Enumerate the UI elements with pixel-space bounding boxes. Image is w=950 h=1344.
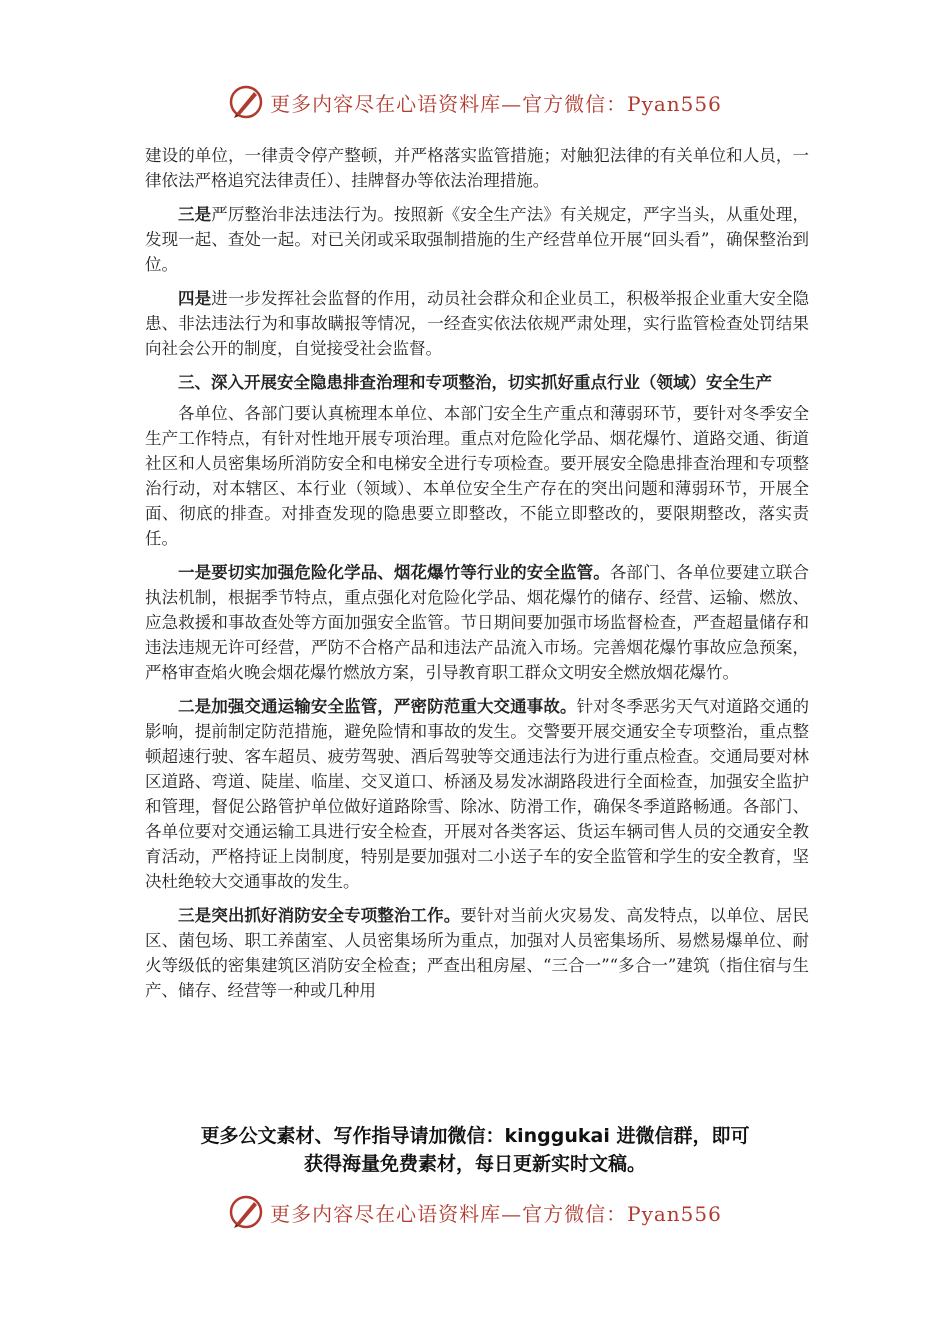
promo-line-1: 更多公文素材、写作指导请加微信：kinggukai 进微信群，即可 — [200, 1125, 750, 1147]
paragraph-text: 进一步发挥社会监督的作用，动员社会群众和企业员工，积极举报企业重大安全隐患、非法违法行为和事故瞒报等情况，一经查实依法依规严肃处理，实行监管检查处罚结果向社会公开的制度，自觉接受社会监督。 — [145, 289, 810, 358]
header-banner-text: 更多内容尽在心语资料库—官方微信：Pyan556 — [270, 91, 722, 116]
paragraph — [145, 694, 809, 894]
promo-note — [120, 1122, 830, 1178]
paragraph-text: 严厉整治非法违法行为。按照新《安全生产法》有关规定，严字当头，从重处理，发现一起、查处一起。对已关闭或采取强制措施的生产经营单位开展“回头看”，确保整治到位。 — [145, 205, 810, 274]
paragraph — [145, 286, 809, 361]
paragraph-lead: 三是突出抓好消防安全专项整治工作。 — [178, 906, 461, 925]
paragraph-lead: 二是加强交通运输安全监管，严密防范重大交通事故。 — [178, 697, 577, 716]
paragraph-lead: 一是要切实加强危险化学品、烟花爆竹等行业的安全监管。 — [178, 563, 610, 582]
header-banner — [0, 84, 950, 124]
paragraph-lead: 三是 — [178, 205, 212, 224]
pen-circle-icon — [228, 84, 264, 120]
footer-banner-text: 更多内容尽在心语资料库—官方微信：Pyan556 — [270, 1201, 722, 1226]
paragraph: 建设的单位，一律责令停产整顿，并严格落实监管措施；对触犯法律的有关单位和人员，一律依法严格追究法律责任）、挂牌督办等依法治理措施。 — [145, 146, 809, 190]
paragraph-lead: 四是 — [178, 289, 212, 308]
footer-banner — [0, 1194, 950, 1234]
document-body — [145, 143, 809, 1012]
paragraph-text: 要针对当前火灾易发、高发特点，以单位、居民区、菌包场、职工养菌室、人员密集场所为重点，加强对人员密集场所、易燃易爆单位、耐火等级低的密集建筑区消防安全检查；严查出租房屋、“三合一”“多合一”建筑（指住宿与生产、储存、经营等一种或几种用 — [145, 906, 810, 1000]
paragraph-text: 各部门、各单位要建立联合执法机制，根据季节特点，重点强化对危险化学品、烟花爆竹的储存、经营、运输、燃放、应急救援和事故查处等方面加强安全监管。节日期间要加强市场监督检查，严查超量储存和违法违规无许可经营，严防不合格产品和违法产品流入市场。完善烟花爆竹事故应急预案，严格审查焰火晚会烟花爆竹燃放方案，引导教育职工群众文明安全燃放烟花爆竹。 — [145, 563, 810, 682]
paragraph: 各单位、各部门要认真梳理本单位、本部门安全生产重点和薄弱环节，要针对冬季安全生产工作特点，有针对性地开展专项治理。重点对危险化学品、烟花爆竹、道路交通、街道社区和人员密集场所消防安全和电梯安全进行专项检查。要开展安全隐患排查治理和专项整治行动，对本辖区、本行业（领域）、本单位安全生产存在的突出问题和薄弱环节，开展全面、彻底的排查。对排查发现的隐患要立即整改，不能立即整改的，要限期整改，落实责任。 — [145, 404, 809, 548]
pen-circle-icon — [228, 1194, 264, 1230]
section-heading: 三、深入开展安全隐患排查治理和专项整治，切实抓好重点行业（领域）安全生产 — [178, 373, 772, 392]
promo-line-2: 获得海量免费素材，每日更新实时文稿。 — [303, 1153, 646, 1175]
paragraph-text: 针对冬季恶劣天气对道路交通的影响，提前制定防范措施，避免险情和事故的发生。交警要开展交通安全专项整治，重点整顿超速行驶、客车超员、疲劳驾驶、酒后驾驶等交通违法行为进行重点检查。交通局要对林区道路、弯道、陡崖、临崖、交叉道口、桥涵及易发冰湖路段进行全面检查，加强安全监护和管理，督促公路管护单位做好道路除雪、除冰、防滑工作，确保冬季道路畅通。各部门、各单位要对交通运输工具进行安全检查，开展对各类客运、货运车辆司售人员的交通安全教育活动，严格持证上岗制度，特别是要加强对二小送子车的安全监管和学生的安全教育，坚决杜绝较大交通事故的发生。 — [145, 697, 810, 891]
paragraph — [145, 202, 809, 277]
paragraph — [145, 560, 809, 685]
paragraph — [145, 903, 809, 1003]
